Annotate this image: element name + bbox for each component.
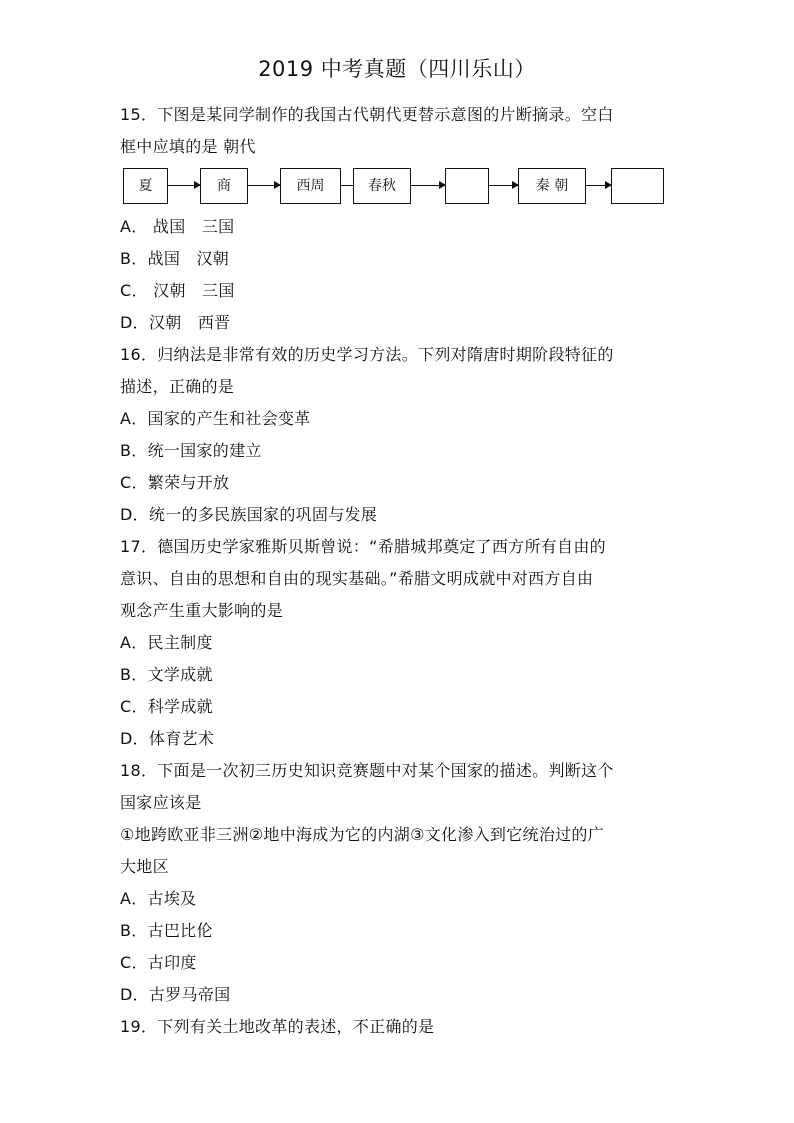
diagram-arrow: [411, 185, 445, 186]
diagram-arrow: [489, 185, 518, 186]
dynasty-sequence-diagram: [120, 163, 680, 211]
q17-stem-line-3: 观念产生重大影响的是: [120, 601, 284, 620]
diagram-arrow: [248, 185, 280, 186]
q16-option-b: B．统一国家的建立: [120, 441, 262, 460]
q15-option-c: C． 汉朝 三国: [120, 281, 235, 300]
q17-option-c: C．科学成就: [120, 697, 213, 716]
q16-stem-line-1: 16．归纳法是非常有效的历史学习方法。下列对隋唐时期阶段特征的: [120, 345, 614, 364]
diagram-arrow: [586, 185, 611, 186]
q17-stem-line-2: 意识、自由的思想和自由的现实基础。”希腊文明成就中对西方自由: [120, 569, 594, 588]
q15-stem-line-2: 框中应填的是 朝代: [120, 137, 256, 156]
q16-option-a: A．国家的产生和社会变革: [120, 409, 311, 428]
dynasty-box-qin: 秦 朝: [518, 168, 586, 204]
q18-option-d: D．古罗马帝国: [120, 985, 231, 1004]
dynasty-box-blank-1: [445, 168, 489, 204]
q18-stem-line-4: 大地区: [120, 857, 169, 876]
q15-option-b: B．战国 汉朝: [120, 249, 230, 268]
q18-option-a: A．古埃及: [120, 889, 197, 908]
dynasty-box-spring-autumn: 春秋: [353, 168, 411, 204]
q18-stem-line-2: 国家应该是: [120, 793, 202, 812]
q18-stem-line-3: ①地跨欧亚非三洲②地中海成为它的内湖③文化渗入到它统治过的广: [120, 825, 605, 844]
q18-option-b: B．古巴比伦: [120, 921, 213, 940]
dynasty-box-xia: 夏: [123, 168, 168, 204]
q15-option-d: D．汉朝 西晋: [120, 313, 231, 332]
q17-option-d: D．体育艺术: [120, 729, 215, 748]
q18-option-c: C．古印度: [120, 953, 197, 972]
dynasty-box-blank-2: [611, 168, 664, 204]
q15-stem-line-1: 15．下图是某同学制作的我国古代朝代更替示意图的片断摘录。空白: [120, 105, 614, 124]
q19-stem-line-1: 19．下列有关土地改革的表述，不正确的是: [120, 1017, 435, 1036]
q16-option-c: C．繁荣与开放: [120, 473, 230, 492]
q17-option-b: B．文学成就: [120, 665, 213, 684]
q15-option-a: A． 战国 三国: [120, 217, 235, 236]
dynasty-box-shang: 商: [200, 168, 248, 204]
dynasty-box-western-zhou: 西周: [280, 168, 341, 204]
exam-content: [120, 99, 680, 1043]
diagram-arrow: [168, 185, 200, 186]
q17-stem-line-1: 17．德国历史学家雅斯贝斯曾说：“希腊城邦奠定了西方所有自由的: [120, 537, 606, 556]
q16-option-d: D．统一的多民族国家的巩固与发展: [120, 505, 378, 524]
q18-stem-line-1: 18．下面是一次初三历史知识竞赛题中对某个国家的描述。判断这个: [120, 761, 614, 780]
q16-stem-line-2: 描述，正确的是: [120, 377, 235, 396]
q17-option-a: A．民主制度: [120, 633, 213, 652]
page-title: 2019 中考真题（四川乐山）: [258, 57, 536, 81]
